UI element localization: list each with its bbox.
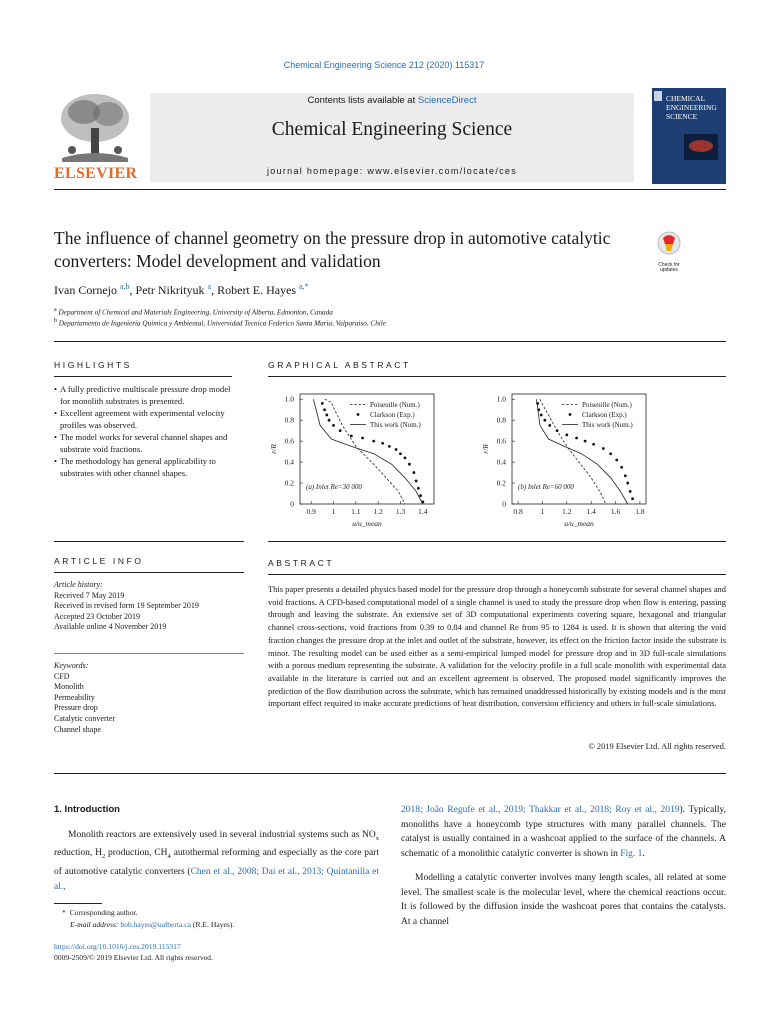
article-title: The influence of channel geometry on the pressure drop in automotive catalytic converters: Model development and validation — [54, 228, 611, 271]
y-tick-label: 1.0 — [496, 394, 506, 404]
keywords-rule — [54, 653, 244, 654]
data-point — [413, 471, 416, 474]
article-info-heading: ARTICLE INFO — [54, 556, 144, 566]
keyword: Channel shape — [54, 724, 101, 734]
highlights-list — [54, 383, 232, 479]
y-tick-label: 0.6 — [284, 436, 294, 446]
legend-label: Poiseuille (Num.) — [370, 401, 420, 409]
citation-link[interactable]: 2018; João Regufe et al., 2019; Thakkar et al., 2018; Roy et al., 2019 — [401, 805, 680, 815]
legend-marker — [569, 413, 572, 416]
data-point — [339, 429, 342, 432]
footnote-rule — [54, 903, 102, 904]
data-point — [404, 457, 407, 460]
data-point — [584, 440, 587, 443]
data-point — [615, 459, 618, 462]
abstract-body: This paper presents a detailed physics based model for the pressure drop through a honeycomb substrate for several channel shapes and void fractions. A CFD-based computational model of a single channel is used to study the pressure drop when flow is entering, passing through and leaving the substrate. An extensive set of 3D computational experiments covering square, hexagonal and triangular channel cross-sections, void fractions from 0.39 to 0.84 and channel Re from 95 to 1284 is used. It is shown that altering the void fraction changes the pressure drop at the inlet and outlet of the substrate, however, its effect on the friction factor inside the substrate is minor. The resulting model can be used either as a semi-empirical lumped model for pressure drop and in 3D full-scale simulations with a porous medium representing the substrate. A validation for the velocity profile in a full scale monolith with experimental data available in the literature is carried out and an excellent agreement is observed. The proposed model significantly improves the prediction of the flow distribution across the substrate, which has remained unaddressed historically by existing models and is the most important effect required to make accurate predictions of heat distribution, conversion efficiency and others in full-scale simulations. — [268, 584, 726, 709]
data-point — [540, 414, 543, 417]
graphical-abstract-heading: GRAPHICAL ABSTRACT — [268, 360, 411, 370]
highlight-item: • Excellent agreement with experimental velocity profiles was observed. — [54, 407, 232, 431]
sciencedirect-link[interactable]: ScienceDirect — [417, 95, 477, 106]
legend-label: This work (Num.) — [370, 421, 421, 429]
data-point — [321, 402, 324, 405]
keyword: Catalytic converter — [54, 713, 116, 723]
abstract-copyright: © 2019 Elsevier Ltd. All rights reserved. — [588, 741, 726, 751]
article-history — [54, 580, 244, 633]
data-point — [548, 424, 551, 427]
author-name[interactable]: Ivan Cornejo — [54, 283, 117, 297]
panel-annotation: (b) Inlet Re=60 000 — [518, 483, 574, 491]
y-axis-label: r/R — [269, 444, 278, 454]
y-tick-label: 0.4 — [284, 457, 294, 467]
data-point — [417, 487, 420, 490]
data-point — [328, 419, 331, 422]
issn-line: 0009-2509/© 2019 Elsevier Ltd. All rights reserved. — [54, 953, 213, 962]
data-point — [332, 424, 335, 427]
data-point — [408, 463, 411, 466]
y-tick-label: 0.2 — [284, 478, 294, 488]
author-name[interactable]: Petr Nikrityuk — [135, 283, 205, 297]
chart-panel-b — [481, 394, 646, 528]
graphical-abstract-rule — [268, 376, 726, 377]
x-tick-label: 1.2 — [562, 507, 572, 516]
data-point — [556, 429, 559, 432]
panel-annotation: (a) Inlet Re=30 000 — [306, 483, 362, 491]
abstract-heading: ABSTRACT — [268, 558, 335, 568]
keywords-label: Keywords: — [54, 661, 89, 670]
highlight-item: • The model works for several channel shapes and substrate void fractions. — [54, 431, 232, 455]
author-separator: , — [211, 283, 218, 297]
contents-line — [150, 95, 634, 106]
data-point — [575, 437, 578, 440]
keyword: Monolith — [54, 682, 84, 692]
data-point — [388, 445, 391, 448]
data-point — [565, 433, 568, 436]
highlight-item: • A fully predictive multiscale pressure drop model for monolith substrates is presented. — [54, 383, 232, 407]
y-tick-label: 0.6 — [496, 436, 506, 446]
y-tick-label: 0 — [290, 499, 294, 509]
abstract-rule — [268, 574, 726, 575]
figure-link[interactable]: Fig. 1 — [620, 848, 643, 859]
history-label: Article history: — [54, 580, 103, 589]
section-heading: 1. Introduction — [54, 804, 120, 815]
contents-prefix: Contents lists available at — [307, 95, 418, 106]
crossmark-icon — [654, 230, 684, 258]
affiliation-a: $^a$ Department of Chemical and Materials Engineering, University of Alberta, Edmonton, Canada — [54, 307, 333, 317]
y-tick-label: 0.2 — [496, 478, 506, 488]
x-tick-label: 1.8 — [635, 507, 645, 516]
history-entry: Accepted 23 October 2019 — [54, 611, 140, 621]
data-point — [620, 466, 623, 469]
history-entry: Received 7 May 2019 — [54, 590, 125, 600]
email-link[interactable]: bob.hayes@ualberta.ca — [120, 920, 192, 929]
crossmark-label: Check for updates — [658, 262, 680, 273]
x-tick-label: 1.6 — [610, 507, 621, 516]
legend-label: Poiseuille (Num.) — [582, 401, 632, 409]
highlight-item: • The methodology has general applicability to substrates with other channel shapes. — [54, 455, 232, 479]
y-tick-label: 1.0 — [284, 394, 294, 404]
data-point — [361, 437, 364, 440]
keyword: Permeability — [54, 692, 95, 702]
doi-link[interactable]: https://doi.org/10.1016/j.ces.2019.115317 — [54, 942, 181, 951]
legend-label: Clarkson (Exp.) — [582, 411, 627, 419]
journal-homepage[interactable]: journal homepage: www.elsevier.com/locate/ces — [266, 166, 518, 176]
data-point — [350, 435, 353, 438]
masthead-divider — [54, 189, 726, 190]
y-tick-label: 0.8 — [284, 415, 294, 425]
affiliation-mark[interactable]: a — [207, 282, 212, 291]
data-point — [543, 419, 546, 422]
x-tick-label: 1.4 — [418, 507, 428, 516]
publisher-name: ELSEVIER — [54, 165, 138, 182]
y-axis-label: r/R — [481, 444, 490, 454]
author-name[interactable]: Robert E. Hayes — [217, 283, 297, 297]
graphical-abstract-bottom-rule — [268, 541, 726, 542]
intro-right-paragraph-2: Modelling a catalytic converter involves many length scales, all related at some level. The smallest scale is the molecular level, where the chemical reactions occur. It is followed by the diffusion inside the washcoat pores that contains the catalysts. At a channel — [401, 873, 726, 927]
legend-label: Clarkson (Exp.) — [370, 411, 415, 419]
x-axis-label: u/u_mean — [564, 519, 594, 528]
corresponding-author-note: * Corresponding author. — [62, 908, 138, 917]
journal-cover — [652, 88, 726, 184]
author-list — [54, 282, 309, 298]
data-point — [325, 414, 328, 417]
y-tick-label: 0 — [502, 499, 506, 509]
keyword: CFD — [54, 671, 70, 681]
article-info-rule — [54, 572, 244, 573]
y-tick-label: 0.8 — [496, 415, 506, 425]
intro-left-paragraph: Monolith reactors are extensively used in several industrial systems such as $NO_x$ reduction, $H_2$ production, $CH_4$ autothermal reforming and especially as the core part of automotive catalytic converters (Chen et al., 2008; Dai et al., 2013; Quintanilla et al., — [54, 830, 379, 892]
legend-label: This work (Num.) — [582, 421, 633, 429]
highlights-rule — [54, 376, 232, 377]
x-tick-label: 1.3 — [395, 507, 406, 516]
x-axis-label: u/u_mean — [352, 519, 382, 528]
cover-title: CHEMICAL ENGINEERING SCIENCE — [666, 94, 717, 121]
data-point — [626, 482, 629, 485]
data-point — [415, 480, 418, 483]
data-point — [419, 494, 422, 497]
check-for-updates-badge[interactable] — [651, 230, 687, 273]
data-point — [602, 447, 605, 450]
data-point — [624, 474, 627, 477]
y-tick-label: 0.4 — [496, 457, 506, 467]
keywords — [54, 661, 244, 735]
x-tick-label: 1.4 — [586, 507, 596, 516]
citation-link[interactable]: Chen et al., 2008; Dai et al., 2013; Quintanilla et al., — [54, 866, 379, 892]
data-point — [609, 452, 612, 455]
email-note: E-mail address: bob.hayes@ualberta.ca (R.E. Hayes). — [70, 920, 235, 929]
affiliation-mark[interactable]: a,b — [119, 282, 130, 291]
data-point — [592, 443, 595, 446]
x-tick-label: 1.1 — [351, 507, 361, 516]
x-tick-label: 0.8 — [513, 507, 523, 516]
x-tick-label: 1.2 — [373, 507, 383, 516]
data-point — [631, 497, 634, 500]
highlights-heading: HIGHLIGHTS — [54, 360, 132, 370]
affiliation-b: $^b$ Departamento de Ingenieria Quimica y Ambiental, Universidad Tecnica Federico Santa Maria, Valparaiso, Chile — [54, 318, 386, 328]
x-tick-label: 1 — [540, 507, 545, 516]
body-divider — [54, 773, 726, 774]
journal-title: Chemical Engineering Science — [271, 119, 513, 140]
x-tick-label: 0.9 — [306, 507, 316, 516]
author-separator: , — [129, 283, 136, 297]
journal-reference[interactable]: Chemical Engineering Science 212 (2020) 115317 — [283, 60, 485, 70]
history-entry: Available online 4 November 2019 — [54, 622, 167, 632]
intro-right-paragraph: 2018; João Regufe et al., 2019; Thakkar et al., 2018; Roy et al., 2019). Typically, monoliths have a honeycomb type structures with many parallel channels. The catalyst is usually contained in a washcoat applied to the surface of the channels. A schematic of a monolithic catalytic converter is shown in Fig. 1. — [401, 805, 726, 859]
data-point — [372, 440, 375, 443]
legend-marker — [357, 413, 360, 416]
chart-panel-a — [269, 394, 434, 528]
data-point — [629, 490, 632, 493]
graphical-abstract-figure — [262, 380, 726, 540]
data-point — [399, 452, 402, 455]
data-point — [323, 408, 326, 411]
history-entry: Received in revised form 19 September 2019 — [54, 601, 199, 611]
data-point — [381, 442, 384, 445]
keyword: Pressure drop — [54, 703, 98, 713]
highlights-bottom-rule — [54, 541, 244, 542]
affiliation-mark[interactable]: a,* — [299, 282, 309, 291]
header-divider — [54, 341, 726, 342]
data-point — [395, 448, 398, 451]
x-tick-label: 1 — [331, 507, 336, 516]
